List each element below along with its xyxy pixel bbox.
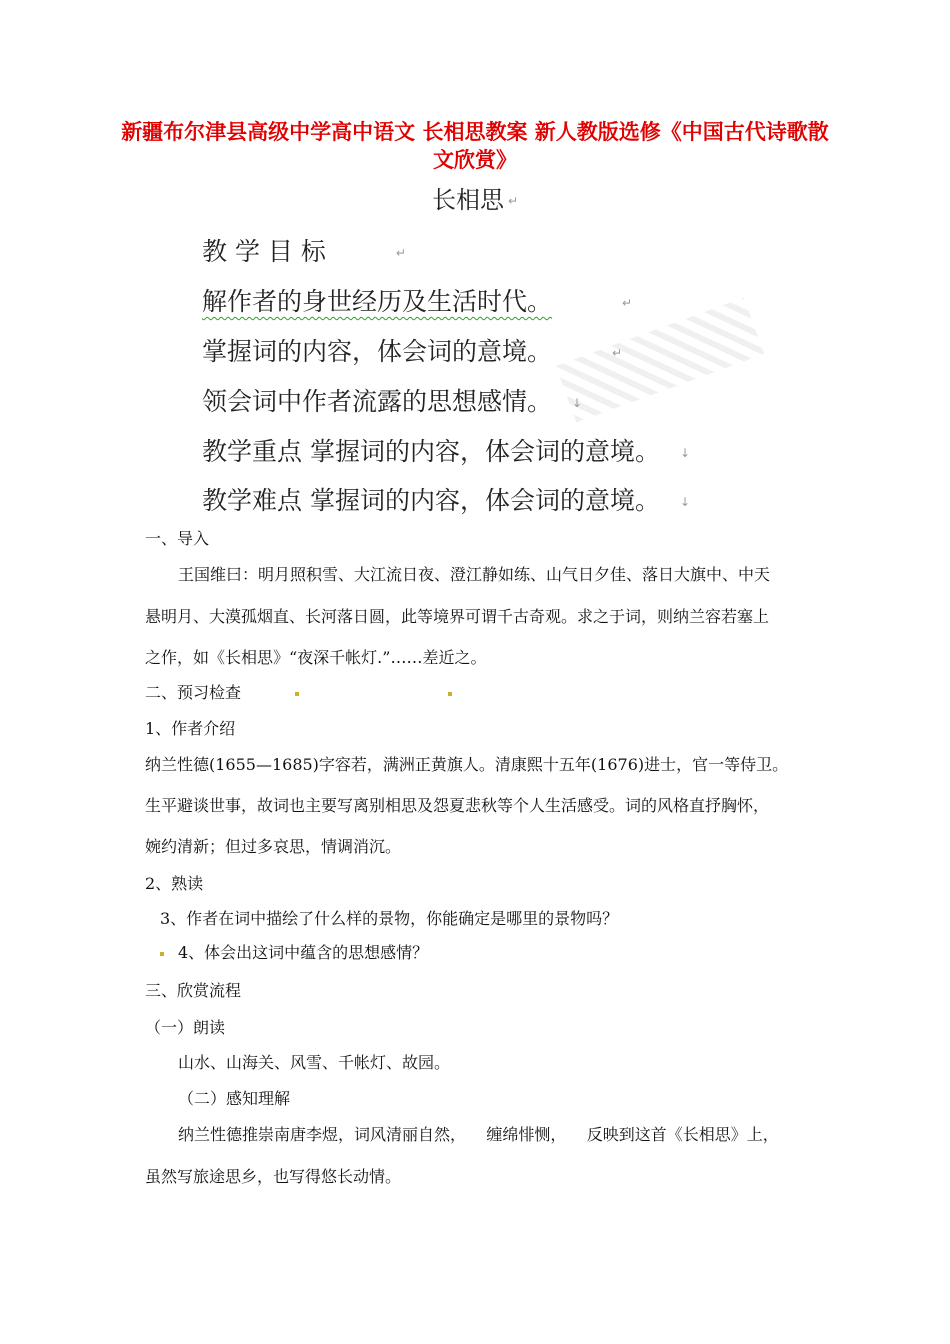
key-point-text: 教学重点 掌握词的内容，体会词的意境。: [202, 437, 660, 466]
objective-item: [202, 332, 622, 368]
list-item: 3、作者在词中描绘了什么样的景物，你能确定是哪里的景物吗？: [160, 909, 619, 928]
section-heading: 一、导入: [145, 529, 210, 548]
objective-item: [202, 282, 632, 318]
objective-item: [202, 382, 582, 418]
objective-text: 解作者的身世经历及生活时代。: [202, 287, 553, 316]
edit-mark: [448, 692, 452, 696]
objective-heading: [202, 232, 406, 268]
edit-mark: [295, 692, 299, 696]
down-mark-icon: ↓: [679, 495, 691, 509]
down-mark-icon: ↓: [572, 396, 583, 410]
paragraph-line: 纳兰性德推崇南唐李煜，词风清丽自然， 缠绵悱恻， 反映到这首《长相思》上，: [178, 1125, 779, 1144]
paragraph-line: 王国维曰：明月照积雪、大江流日夜、澄江静如练、山气日夕佳、落日大旗中、中天: [178, 565, 771, 584]
paragraph-line: 纳兰性德(1655—1685)字容若，满洲正黄旗人。清康熙十五年(1676)进士，官一等侍卫。: [145, 755, 789, 774]
paragraph-line: 婉约清新；但过多哀思，情调消沉。: [145, 837, 402, 856]
key-point: [202, 432, 690, 468]
objective-heading-text: 教 学 目 标: [202, 237, 326, 266]
edit-mark: [160, 952, 164, 956]
paragraph-line: 山水、山海关、风雪、千帐灯、故园。: [178, 1053, 451, 1072]
subsection-heading: （二）感知理解: [178, 1089, 291, 1108]
return-mark-icon: ↵: [622, 296, 633, 310]
section-heading: 二、预习检查: [145, 683, 242, 702]
poem-title: [0, 180, 950, 215]
difficulty-point-text: 教学难点 掌握词的内容，体会词的意境。: [202, 486, 660, 515]
document-title: 新疆布尔津县高级中学高中语文 长相思教案 新人教版选修《中国古代诗歌散文欣赏》: [121, 120, 829, 172]
paragraph-line: 生平避谈世事，故词也主要写离别相思及怨夏悲秋等个人生活感受。词的风格直抒胸怀，: [145, 796, 770, 815]
return-mark-icon: ↵: [507, 194, 519, 208]
objective-text: 领会词中作者流露的思想感情。: [202, 387, 553, 416]
down-mark-icon: ↓: [679, 446, 691, 460]
list-item: 1、作者介绍: [145, 719, 236, 738]
paragraph-line: 之作，如《长相思》“夜深千帐灯.”……差近之。: [145, 648, 487, 667]
list-item: 2、熟读: [145, 874, 204, 893]
section-heading: 三、欣赏流程: [145, 981, 242, 1000]
poem-title-text: 长相思: [431, 186, 504, 214]
return-mark-icon: ↵: [395, 246, 406, 260]
objective-text: 掌握词的内容，体会词的意境。: [202, 337, 553, 366]
subsection-heading: （一）朗读: [145, 1018, 226, 1037]
list-item: 4、体会出这词中蕴含的思想感情？: [178, 943, 429, 962]
difficulty-point: [202, 481, 690, 517]
paragraph-line: 虽然写旅途思乡，也写得悠长动情。: [145, 1167, 402, 1186]
return-mark-icon: ↵: [612, 346, 623, 360]
paragraph-line: 悬明月、大漠孤烟直、长河落日圆，此等境界可谓千古奇观。求之于词，则纳兰容若塞上: [145, 607, 770, 626]
